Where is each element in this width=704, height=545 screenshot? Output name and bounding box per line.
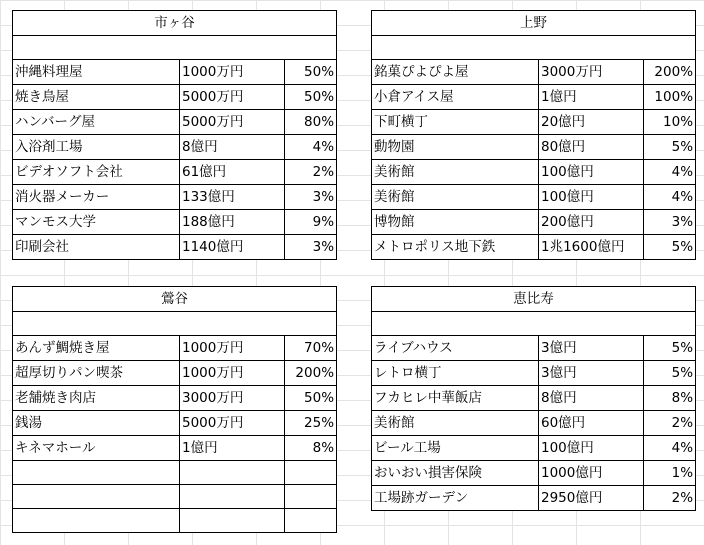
price-cell[interactable]: 1000万円 — [180, 336, 285, 361]
price-cell[interactable] — [180, 485, 285, 509]
table-row — [13, 135, 337, 160]
table-row — [13, 361, 337, 386]
business-name-cell[interactable]: おいおい損害保険 — [372, 461, 539, 486]
table-row — [13, 461, 337, 485]
business-name-cell[interactable]: 入浴剤工場 — [13, 135, 180, 160]
table-row — [13, 485, 337, 509]
price-cell[interactable]: 200億円 — [539, 210, 644, 235]
business-name-cell[interactable]: 消火器メーカー — [13, 185, 180, 210]
business-name-cell[interactable] — [13, 461, 180, 485]
table-row — [372, 235, 696, 260]
business-name-cell[interactable]: ハンバーグ屋 — [13, 110, 180, 135]
price-cell[interactable]: 1兆1600億円 — [539, 235, 644, 260]
table-title[interactable]: 市ヶ谷 — [13, 11, 337, 36]
table-row — [13, 509, 337, 533]
table-spacer-row — [13, 312, 337, 336]
price-cell[interactable] — [180, 509, 285, 533]
percent-cell[interactable]: 50% — [285, 386, 337, 411]
table-row — [372, 85, 696, 110]
business-name-cell[interactable]: 老舗焼き肉店 — [13, 386, 180, 411]
percent-cell[interactable] — [285, 509, 337, 533]
business-name-cell[interactable]: キネマホール — [13, 436, 180, 461]
business-name-cell[interactable]: ライブハウス — [372, 336, 539, 361]
table-row — [372, 486, 696, 511]
business-name-cell[interactable]: 美術館 — [372, 411, 539, 436]
business-name-cell[interactable]: マンモス大学 — [13, 210, 180, 235]
empty-cell[interactable] — [13, 36, 337, 60]
price-cell[interactable]: 1000万円 — [180, 361, 285, 386]
table-spacer-row — [13, 36, 337, 60]
table-body — [372, 11, 696, 260]
price-cell[interactable]: 1億円 — [180, 436, 285, 461]
percent-cell[interactable]: 50% — [285, 85, 337, 110]
business-name-cell[interactable]: あんず鯛焼き屋 — [13, 336, 180, 361]
price-cell[interactable]: 3億円 — [539, 336, 644, 361]
table-row — [13, 386, 337, 411]
price-cell[interactable]: 1億円 — [539, 85, 644, 110]
empty-cell[interactable] — [372, 36, 696, 60]
percent-cell[interactable]: 3% — [644, 210, 696, 235]
table-row — [13, 436, 337, 461]
business-name-cell[interactable]: 下町横丁 — [372, 110, 539, 135]
table-spacer-row — [372, 312, 696, 336]
percent-cell[interactable] — [285, 461, 337, 485]
percent-cell[interactable]: 8% — [644, 386, 696, 411]
business-name-cell[interactable]: 焼き鳥屋 — [13, 85, 180, 110]
price-cell[interactable]: 3000万円 — [180, 386, 285, 411]
percent-cell[interactable]: 9% — [285, 210, 337, 235]
business-name-cell[interactable]: ビデオソフト会社 — [13, 160, 180, 185]
percent-cell[interactable]: 10% — [644, 110, 696, 135]
table-uguisudani — [12, 286, 336, 533]
table-row — [372, 135, 696, 160]
business-name-cell[interactable]: 沖縄料理屋 — [13, 60, 180, 85]
price-cell[interactable] — [180, 461, 285, 485]
table-row — [372, 386, 696, 411]
table-row — [13, 411, 337, 436]
percent-cell[interactable]: 70% — [285, 336, 337, 361]
price-cell[interactable]: 1000万円 — [180, 60, 285, 85]
table-row — [372, 160, 696, 185]
table-row — [13, 235, 337, 260]
percent-cell[interactable]: 100% — [644, 85, 696, 110]
table-ichigaya — [12, 10, 336, 260]
table-row — [13, 185, 337, 210]
business-name-cell[interactable]: 小倉アイス屋 — [372, 85, 539, 110]
business-name-cell[interactable]: 銘菓ぴよぴよ屋 — [372, 60, 539, 85]
business-name-cell[interactable]: メトロポリス地下鉄 — [372, 235, 539, 260]
percent-cell[interactable]: 5% — [644, 361, 696, 386]
table-ueno — [371, 10, 695, 260]
price-cell[interactable]: 100億円 — [539, 185, 644, 210]
percent-cell[interactable]: 5% — [644, 135, 696, 160]
business-name-cell[interactable]: 博物館 — [372, 210, 539, 235]
percent-cell[interactable]: 5% — [644, 235, 696, 260]
price-cell[interactable]: 2950億円 — [539, 486, 644, 511]
price-cell[interactable]: 100億円 — [539, 160, 644, 185]
percent-cell[interactable] — [285, 485, 337, 509]
table-row — [13, 60, 337, 85]
table-row — [372, 110, 696, 135]
empty-cell[interactable] — [13, 312, 337, 336]
table-ebisu — [371, 286, 695, 511]
table-spacer-row — [372, 36, 696, 60]
price-cell[interactable]: 3億円 — [539, 361, 644, 386]
table-row — [372, 436, 696, 461]
business-name-cell[interactable] — [13, 509, 180, 533]
empty-cell[interactable] — [372, 312, 696, 336]
business-name-cell[interactable]: 美術館 — [372, 160, 539, 185]
business-name-cell[interactable]: 印刷会社 — [13, 235, 180, 260]
business-name-cell[interactable]: レトロ横丁 — [372, 361, 539, 386]
table-title[interactable]: 上野 — [372, 11, 696, 36]
business-name-cell[interactable]: ビール工場 — [372, 436, 539, 461]
percent-cell[interactable]: 3% — [285, 185, 337, 210]
price-cell[interactable]: 20億円 — [539, 110, 644, 135]
business-name-cell[interactable]: 工場跡ガーデン — [372, 486, 539, 511]
business-name-cell[interactable]: 超厚切りパン喫茶 — [13, 361, 180, 386]
table-row — [372, 361, 696, 386]
percent-cell[interactable]: 25% — [285, 411, 337, 436]
table-title-row — [13, 287, 337, 312]
percent-cell[interactable]: 8% — [285, 436, 337, 461]
price-cell[interactable]: 1000億円 — [539, 461, 644, 486]
table-title[interactable]: 恵比寿 — [372, 287, 696, 312]
table-row — [372, 60, 696, 85]
table-row — [372, 411, 696, 436]
business-name-cell[interactable]: 美術館 — [372, 185, 539, 210]
price-cell[interactable]: 188億円 — [180, 210, 285, 235]
business-name-cell[interactable] — [13, 485, 180, 509]
business-name-cell[interactable]: フカヒレ中華飯店 — [372, 386, 539, 411]
percent-cell[interactable]: 2% — [285, 160, 337, 185]
table-body — [13, 11, 337, 260]
table-title[interactable]: 鶯谷 — [13, 287, 337, 312]
price-cell[interactable]: 5000万円 — [180, 411, 285, 436]
percent-cell[interactable]: 1% — [644, 461, 696, 486]
price-cell[interactable]: 8億円 — [539, 386, 644, 411]
table-title-row — [372, 287, 696, 312]
percent-cell[interactable]: 4% — [644, 185, 696, 210]
table-row — [372, 461, 696, 486]
percent-cell[interactable]: 200% — [285, 361, 337, 386]
price-cell[interactable]: 61億円 — [180, 160, 285, 185]
table-row — [13, 160, 337, 185]
percent-cell[interactable]: 200% — [644, 60, 696, 85]
price-cell[interactable]: 80億円 — [539, 135, 644, 160]
price-cell[interactable]: 8億円 — [180, 135, 285, 160]
business-name-cell[interactable]: 銭湯 — [13, 411, 180, 436]
percent-cell[interactable]: 50% — [285, 60, 337, 85]
table-body — [13, 287, 337, 533]
table-title-row — [372, 11, 696, 36]
percent-cell[interactable]: 80% — [285, 110, 337, 135]
table-row — [372, 185, 696, 210]
table-row — [372, 210, 696, 235]
percent-cell[interactable]: 5% — [644, 336, 696, 361]
table-row — [13, 110, 337, 135]
table-row — [13, 336, 337, 361]
percent-cell[interactable]: 4% — [644, 436, 696, 461]
percent-cell[interactable]: 2% — [644, 411, 696, 436]
price-cell[interactable]: 133億円 — [180, 185, 285, 210]
price-cell[interactable]: 3000万円 — [539, 60, 644, 85]
price-cell[interactable]: 60億円 — [539, 411, 644, 436]
price-cell[interactable]: 100億円 — [539, 436, 644, 461]
business-name-cell[interactable]: 動物園 — [372, 135, 539, 160]
percent-cell[interactable]: 4% — [285, 135, 337, 160]
table-row — [13, 210, 337, 235]
table-row — [372, 336, 696, 361]
percent-cell[interactable]: 3% — [285, 235, 337, 260]
price-cell[interactable]: 1140億円 — [180, 235, 285, 260]
table-title-row — [13, 11, 337, 36]
percent-cell[interactable]: 4% — [644, 160, 696, 185]
price-cell[interactable]: 5000万円 — [180, 110, 285, 135]
table-row — [13, 85, 337, 110]
table-body — [372, 287, 696, 511]
percent-cell[interactable]: 2% — [644, 486, 696, 511]
price-cell[interactable]: 5000万円 — [180, 85, 285, 110]
